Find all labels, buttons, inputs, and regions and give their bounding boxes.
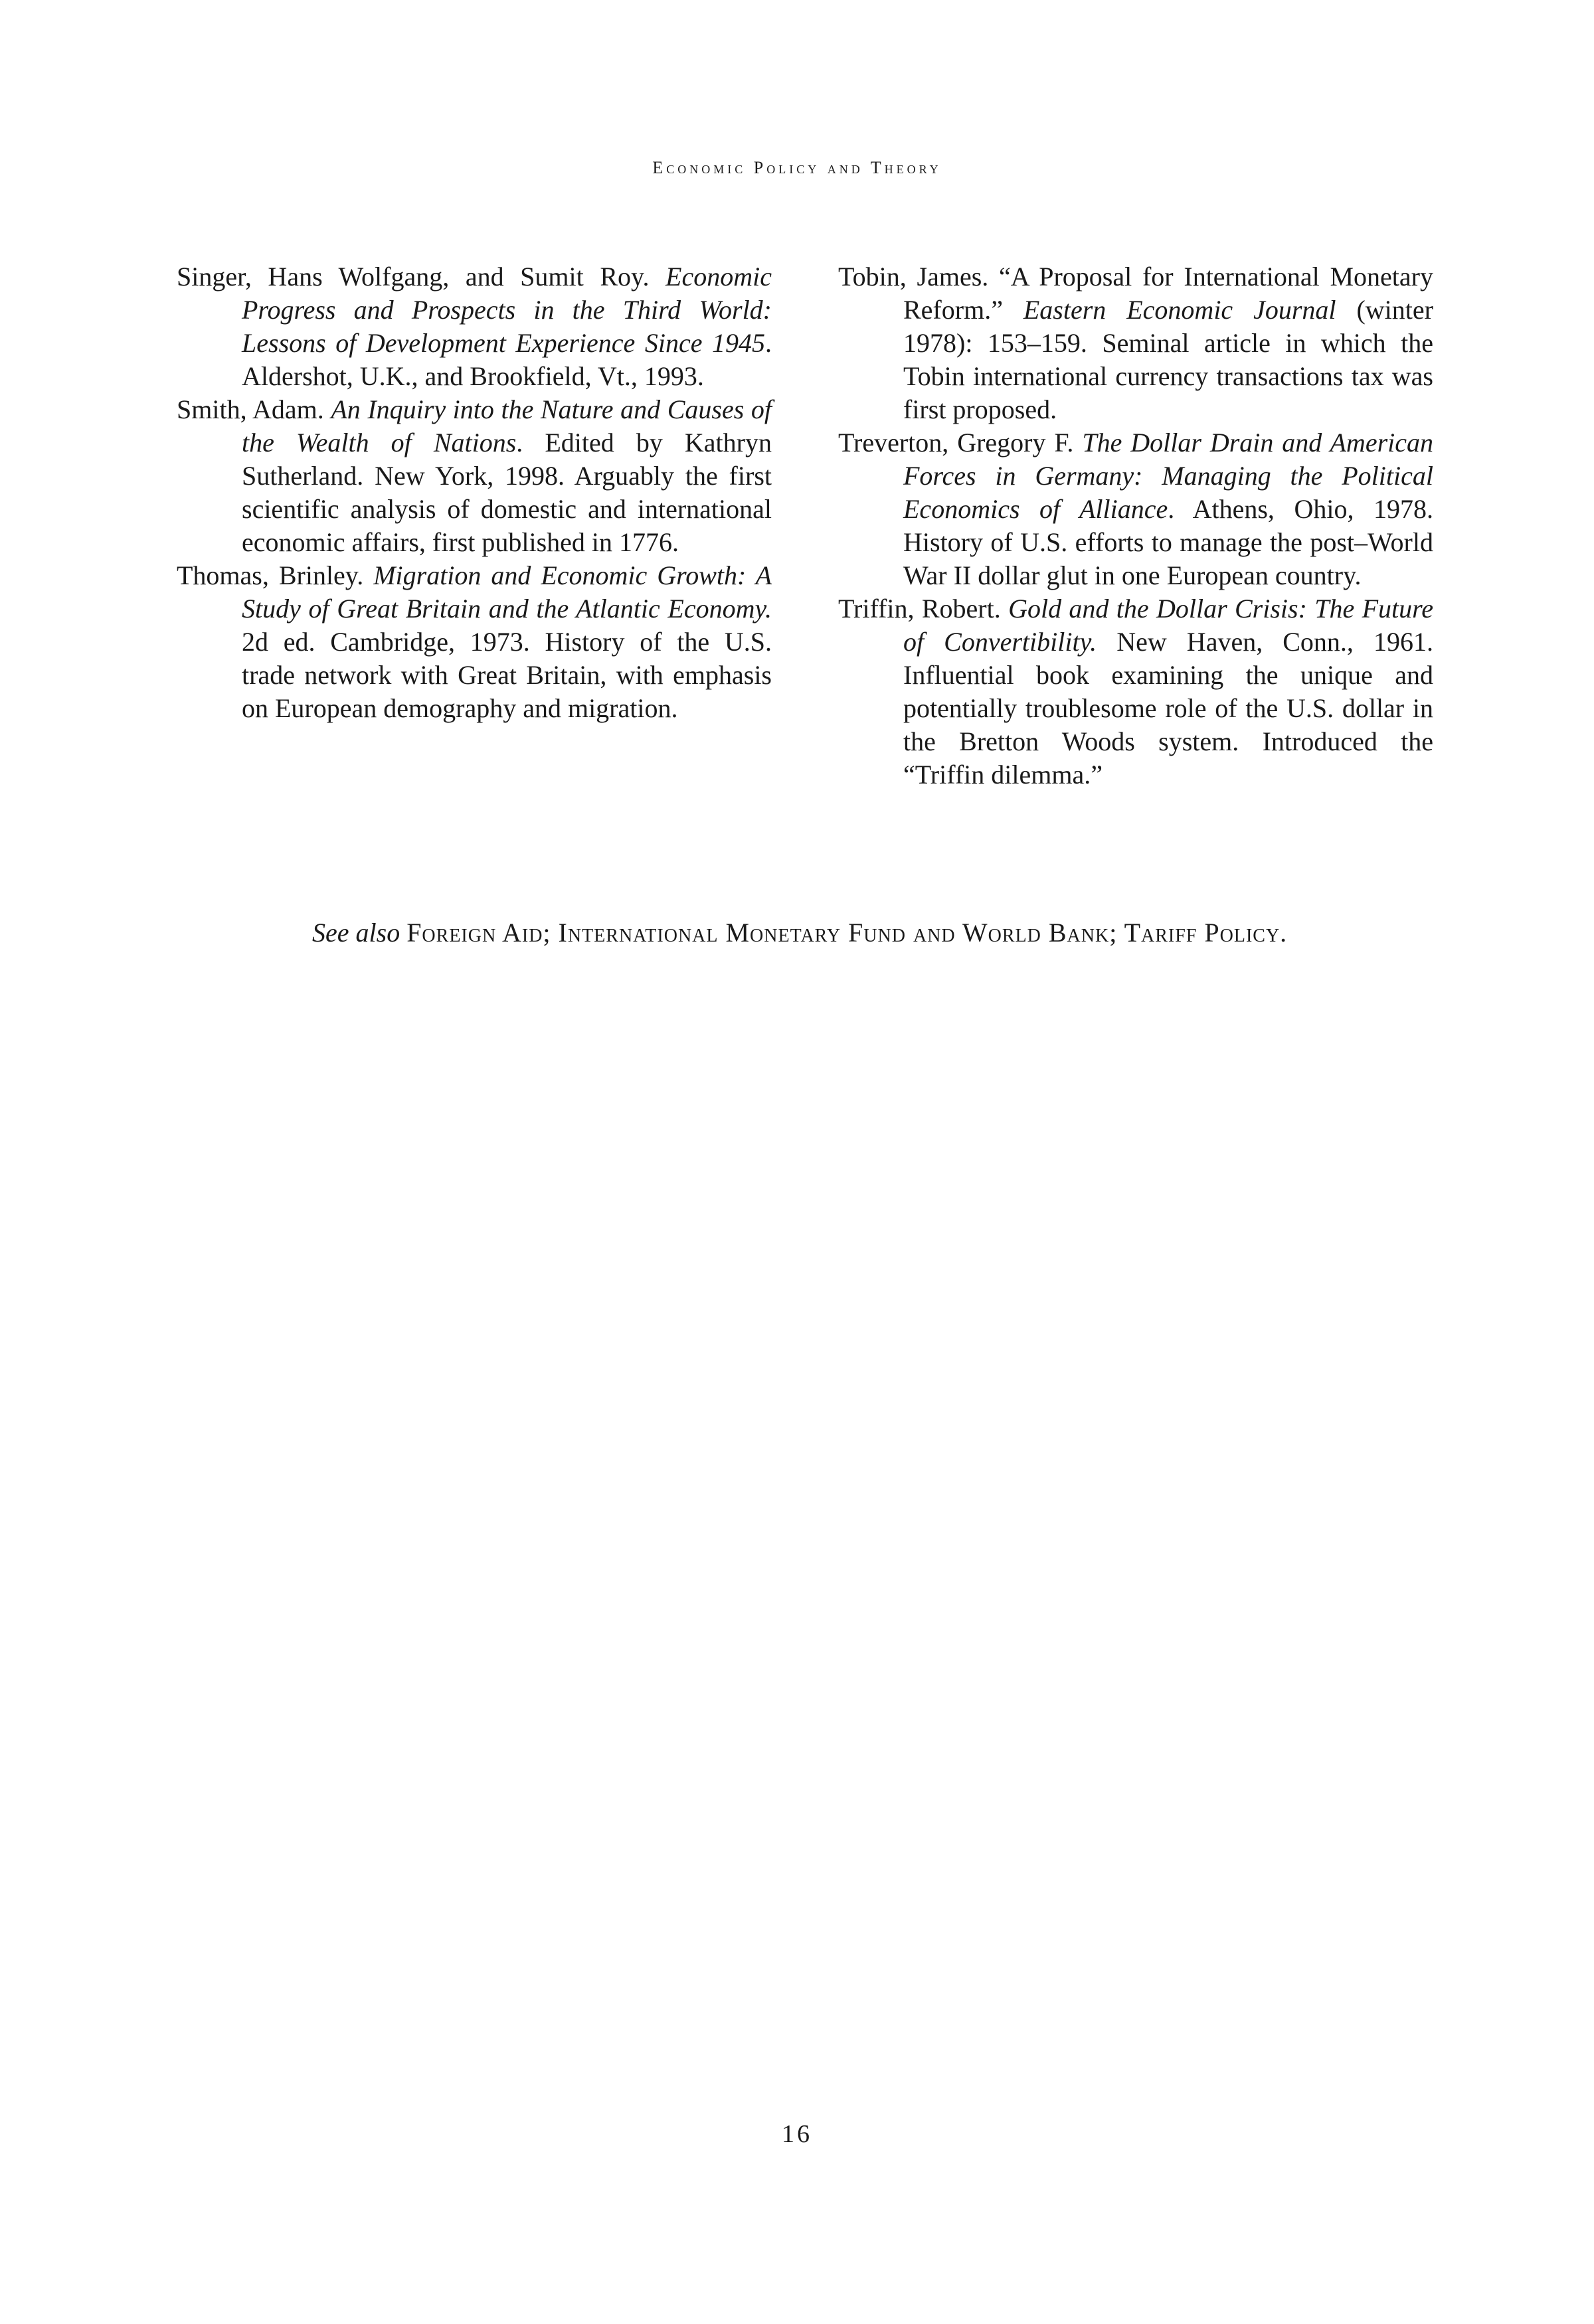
entry-title: An Inquiry into the Nature and Causes of the Wealth of Nations [242, 394, 772, 457]
entry-details: . Aldershot, U.K., and Brookfield, Vt., 1993. [242, 328, 772, 391]
entry-details: (winter 1978): 153–159. Seminal article in which the Tobin international currency transactions tax was first proposed. [903, 295, 1433, 424]
entry-author: Treverton, Gregory F. [838, 428, 1083, 457]
entry-title: Gold and the Dollar Crisis: The Future of Convertibility. [903, 594, 1434, 657]
entry-author: Triffin, Robert. [838, 594, 1009, 623]
entry-author: Singer, Hans Wolfgang, and Sumit Roy. [177, 262, 666, 291]
page-number: 16 [782, 2120, 812, 2148]
running-head: Economic Policy and Theory [652, 158, 942, 177]
bibliography-entry [177, 559, 772, 725]
see-also-references: Foreign Aid; International Monetary Fund and World Bank; Tariff Policy. [406, 918, 1288, 948]
bibliography-entry [177, 260, 772, 393]
entry-author: Smith, Adam. [177, 394, 331, 424]
entry-title: Migration and Economic Growth: A Study of Great Britain and the Atlantic Economy. [242, 560, 772, 623]
entry-title: Economic Progress and Prospects in the Third World: Lessons of Development Experience Since 1945 [242, 262, 772, 358]
bibliography-entry [838, 426, 1433, 592]
bibliography-column-left [177, 260, 772, 725]
see-also-reference [312, 916, 1356, 950]
entry-details: . Edited by Kathryn Sutherland. New York, 1998. Arguably the first scientific analysis of domestic and international economic affairs, first published in 1776. [242, 428, 772, 557]
bibliography-entry [838, 260, 1433, 426]
entry-title: Eastern Economic Journal [1023, 295, 1336, 325]
entry-details: New Haven, Conn., 1961. Influential book examining the unique and potentially troublesome role of the U.S. dollar in the Bretton Woods system. Introduced the “Triffin dilemma.” [903, 627, 1433, 789]
entry-title: The Dollar Drain and American Forces in Germany: Managing the Political Economics of Alliance [903, 428, 1433, 524]
entry-details: 2d ed. Cambridge, 1973. History of the U.S. trade network with Great Britain, with emphasis on European demography and migration. [242, 627, 772, 723]
entry-author: Thomas, Brinley. [177, 560, 374, 590]
bibliography-entry [838, 592, 1433, 791]
bibliography-column-right [838, 260, 1433, 791]
entry-author: Tobin, James. “A Proposal for International Monetary Reform.” [838, 262, 1433, 325]
entry-details: . Athens, Ohio, 1978. History of U.S. efforts to manage the post–World War II dollar glut in one European country. [903, 494, 1433, 590]
bibliography-entry [177, 393, 772, 559]
see-also-lead: See also [312, 918, 400, 948]
